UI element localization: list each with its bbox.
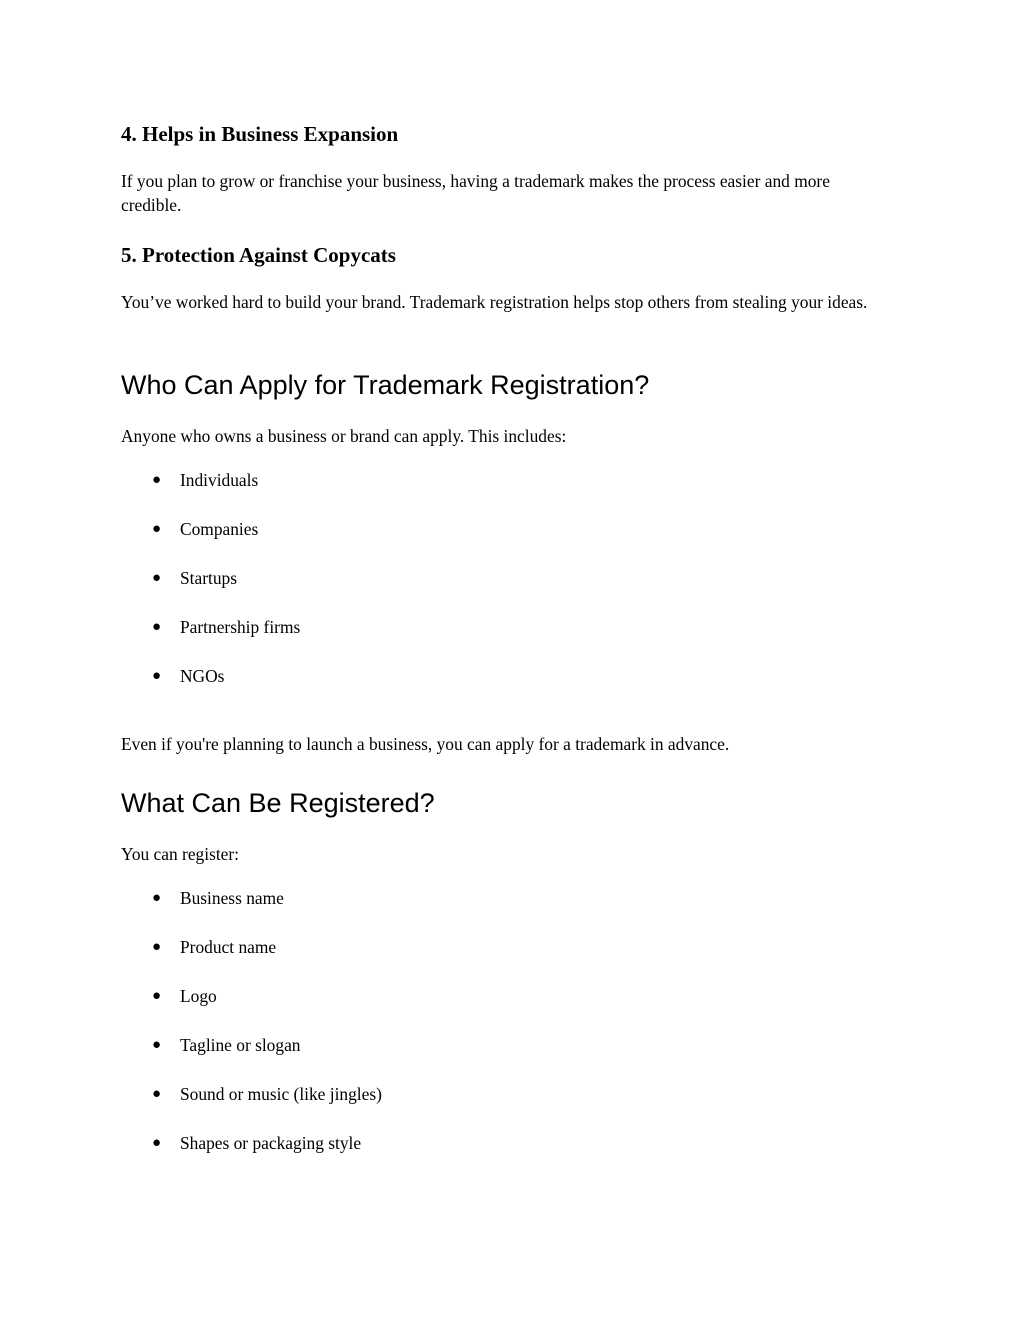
heading-who-can-apply: Who Can Apply for Trademark Registration?	[121, 370, 650, 400]
list-item-text: Individuals	[180, 470, 259, 490]
list-item-text: Product name	[180, 937, 277, 957]
list-item-text: NGOs	[180, 666, 225, 686]
bullet-icon: ●	[152, 570, 162, 586]
bullet-icon: ●	[152, 472, 162, 488]
section-body-business-expansion: If you plan to grow or franchise your business, having a trademark makes the process easier and more credible.	[121, 171, 830, 215]
list-item-text: Startups	[180, 568, 238, 588]
bullet-icon: ●	[152, 668, 162, 684]
bullet-icon: ●	[152, 890, 162, 906]
bullet-icon: ●	[152, 988, 162, 1004]
list-item-text: Business name	[180, 888, 284, 908]
list-item-text: Logo	[180, 986, 217, 1006]
list-item-text: Shapes or packaging style	[180, 1133, 362, 1153]
list-item-text: Tagline or slogan	[180, 1035, 301, 1055]
list-item-text: Partnership firms	[180, 617, 301, 637]
list-item-text: Sound or music (like jingles)	[180, 1084, 382, 1104]
list-item-text: Companies	[180, 519, 259, 539]
section-heading-protection-copycats: 5. Protection Against Copycats	[121, 243, 396, 267]
who-can-apply-closing: Even if you're planning to launch a business, you can apply for a trademark in advance.	[121, 734, 730, 754]
what-can-be-registered-intro: You can register:	[121, 844, 240, 864]
section-body-protection-copycats: You’ve worked hard to build your brand. Trademark registration helps stop others from stealing your ideas.	[121, 292, 868, 312]
bullet-icon: ●	[152, 939, 162, 955]
section-heading-business-expansion: 4. Helps in Business Expansion	[121, 122, 399, 146]
heading-what-can-be-registered: What Can Be Registered?	[121, 788, 435, 818]
bullet-icon: ●	[152, 521, 162, 537]
bullet-icon: ●	[152, 1037, 162, 1053]
bullet-icon: ●	[152, 1135, 162, 1151]
bullet-icon: ●	[152, 619, 162, 635]
bullet-icon: ●	[152, 1086, 162, 1102]
who-can-apply-intro: Anyone who owns a business or brand can apply. This includes:	[121, 426, 567, 446]
